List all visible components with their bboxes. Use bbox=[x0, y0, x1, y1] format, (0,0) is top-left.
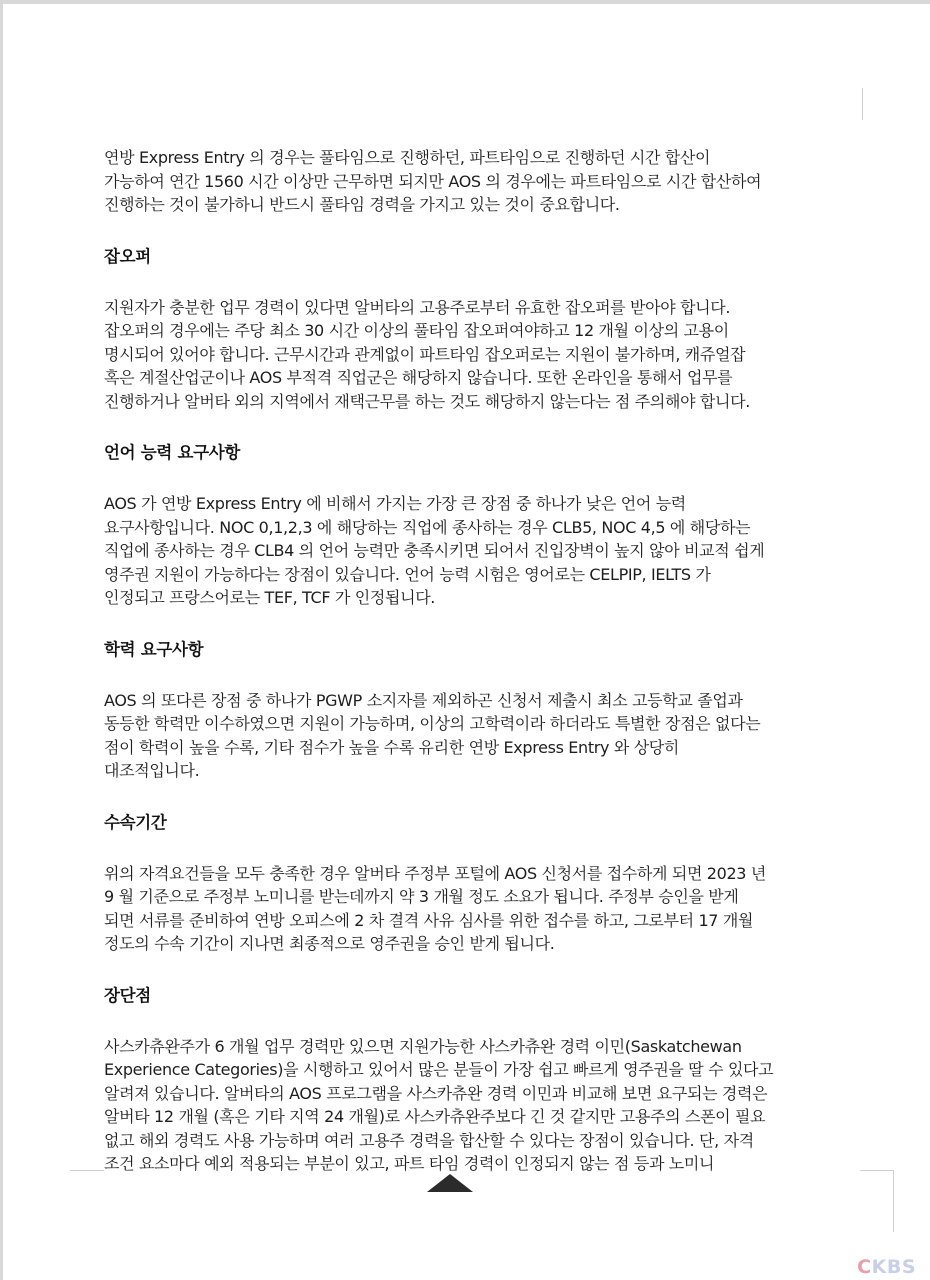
logo-letters-kbs: KBS bbox=[871, 1256, 916, 1278]
text-line: 인정되고 프랑스어로는 TEF, TCF 가 인정됩니다. bbox=[104, 588, 436, 607]
paragraph-education bbox=[104, 689, 856, 783]
text-line: 정도의 수속 기간이 지나면 최종적으로 영주권을 승인 받게 됩니다. bbox=[104, 934, 555, 953]
text-line: 동등한 학력만 이수하였으면 지원이 가능하며, 이상의 고학력이라 하더라도 특별한 장점은 없다는 bbox=[104, 714, 761, 733]
text-line: 진행하는 것이 불가하니 반드시 풀타임 경력을 가지고 있는 것이 중요합니다. bbox=[104, 195, 620, 214]
paragraph-pros-cons bbox=[104, 1035, 856, 1176]
page-left-edge bbox=[0, 0, 3, 1280]
text-line: 진행하거나 알버타 외의 지역에서 재택근무를 하는 것도 해당하지 않는다는 점 주의해야 합니다. bbox=[104, 391, 750, 411]
paragraph-language bbox=[104, 492, 856, 610]
text-line: 조건 요소마다 예외 적용되는 부분이 있고, 파트 타임 경력이 인정되지 않는 점 등과 노미니 bbox=[104, 1154, 715, 1173]
heading-job-offer: 잡오퍼 bbox=[104, 246, 151, 266]
text-line: 되면 서류를 준비하여 연방 오피스에 2 차 결격 사유 심사를 위한 접수를 하고, 그로부터 17 개월 bbox=[104, 910, 754, 930]
paragraph-job-offer bbox=[104, 296, 856, 414]
text-line: 없고 해외 경력도 사용 가능하며 여러 고용주 경력을 합산할 수 있다는 장점이 있습니다. 단, 자격 bbox=[104, 1130, 754, 1150]
document-body bbox=[104, 146, 856, 1204]
logo-letter-c: C bbox=[857, 1256, 872, 1278]
watermark-logo bbox=[857, 1256, 916, 1278]
text-line: 혹은 계절산업군이나 AOS 부적격 직업군은 해당하지 않습니다. 또한 온라인을 통해서 업무를 bbox=[104, 368, 733, 387]
crop-mark-bottom-left bbox=[70, 1170, 104, 1171]
text-line: 영주권 지원이 가능하다는 장점이 있습니다. 언어 능력 시험은 영어로는 CELPIP, IELTS 가 bbox=[104, 564, 711, 584]
text-line: 위의 자격요건들을 모두 충족한 경우 알버타 주정부 포털에 AOS 신청서를 접수하게 되면 2023 년 bbox=[104, 863, 766, 883]
text-line: Experience Categories)을 시행하고 있어서 많은 분들이 가장 쉽고 빠르게 영주권을 딸 수 있다고 bbox=[104, 1060, 774, 1079]
text-line: 연방 Express Entry 의 경우는 풀타임으로 진행하던, 파트타임으로 진행하던 시간 합산이 bbox=[104, 148, 711, 167]
crop-mark-bottom-right-v bbox=[893, 1170, 894, 1232]
heading-language: 언어 능력 요구사항 bbox=[104, 443, 241, 462]
triangle-up-icon bbox=[426, 1173, 474, 1193]
text-line: AOS 의 또다른 장점 중 하나가 PGWP 소지자를 제외하곤 신청서 제출시 최소 고등학교 졸업과 bbox=[104, 690, 743, 710]
paragraph-fulltime-requirement bbox=[104, 146, 856, 217]
text-line: 알려져 있습니다. 알버타의 AOS 프로그램을 사스카츄완 경력 이민과 비교해 보면 요구되는 경력은 bbox=[104, 1083, 768, 1103]
paragraph-processing-time bbox=[104, 862, 856, 956]
crop-mark-top-right bbox=[862, 88, 863, 120]
text-line: 알버타 12 개월 (혹은 기타 지역 24 개월)로 사스카츄완주보다 긴 것 같지만 고용주의 스폰이 필요 bbox=[104, 1107, 766, 1126]
text-line: 가능하여 연간 1560 시간 이상만 근무하면 되지만 AOS 의 경우에는 파트타임으로 시간 합산하여 bbox=[104, 171, 762, 191]
heading-processing-time: 수속기간 bbox=[104, 812, 167, 832]
heading-education: 학력 요구사항 bbox=[104, 639, 204, 659]
text-line: 대조적입니다. bbox=[104, 761, 200, 780]
text-line: 점이 학력이 높을 수록, 기타 점수가 높을 수록 유리한 연방 Express Entry 와 상당히 bbox=[104, 737, 680, 757]
text-line: 직업에 종사하는 경우 CLB4 의 언어 능력만 충족시키면 되어서 진입장벽이 높지 않아 비교적 쉽게 bbox=[104, 541, 765, 560]
text-line: 지원자가 충분한 업무 경력이 있다면 알버타의 고용주로부터 유효한 잡오퍼를 받아야 합니다. bbox=[104, 297, 731, 317]
text-line: 9 월 기준으로 주정부 노미니를 받는데까지 약 3 개월 정도 소요가 됩니다. 주정부 승인을 받게 bbox=[104, 887, 739, 906]
text-line: AOS 가 연방 Express Entry 에 비해서 가지는 가장 큰 장점 중 하나가 낮은 언어 능력 bbox=[104, 494, 686, 513]
page-top-edge bbox=[0, 0, 930, 4]
text-line: 명시되어 있어야 합니다. 근무시간과 관계없이 파트타임 잡오퍼로는 지원이 불가하며, 캐쥬얼잡 bbox=[104, 344, 746, 364]
scroll-up-button[interactable] bbox=[426, 1173, 474, 1193]
text-line: 잡오퍼의 경우에는 주당 최소 30 시간 이상의 풀타임 잡오퍼여야하고 12 개월 이상의 고용이 bbox=[104, 321, 729, 340]
heading-pros-cons: 장단점 bbox=[104, 985, 151, 1005]
text-line: 요구사항입니다. NOC 0,1,2,3 에 해당하는 직업에 종사하는 경우 CLB5, NOC 4,5 에 해당하는 bbox=[104, 517, 751, 537]
crop-mark-bottom-right-h bbox=[860, 1170, 894, 1171]
text-line: 사스카츄완주가 6 개월 업무 경력만 있으면 지원가능한 사스카츄완 경력 이민(Saskatchewan bbox=[104, 1036, 742, 1056]
